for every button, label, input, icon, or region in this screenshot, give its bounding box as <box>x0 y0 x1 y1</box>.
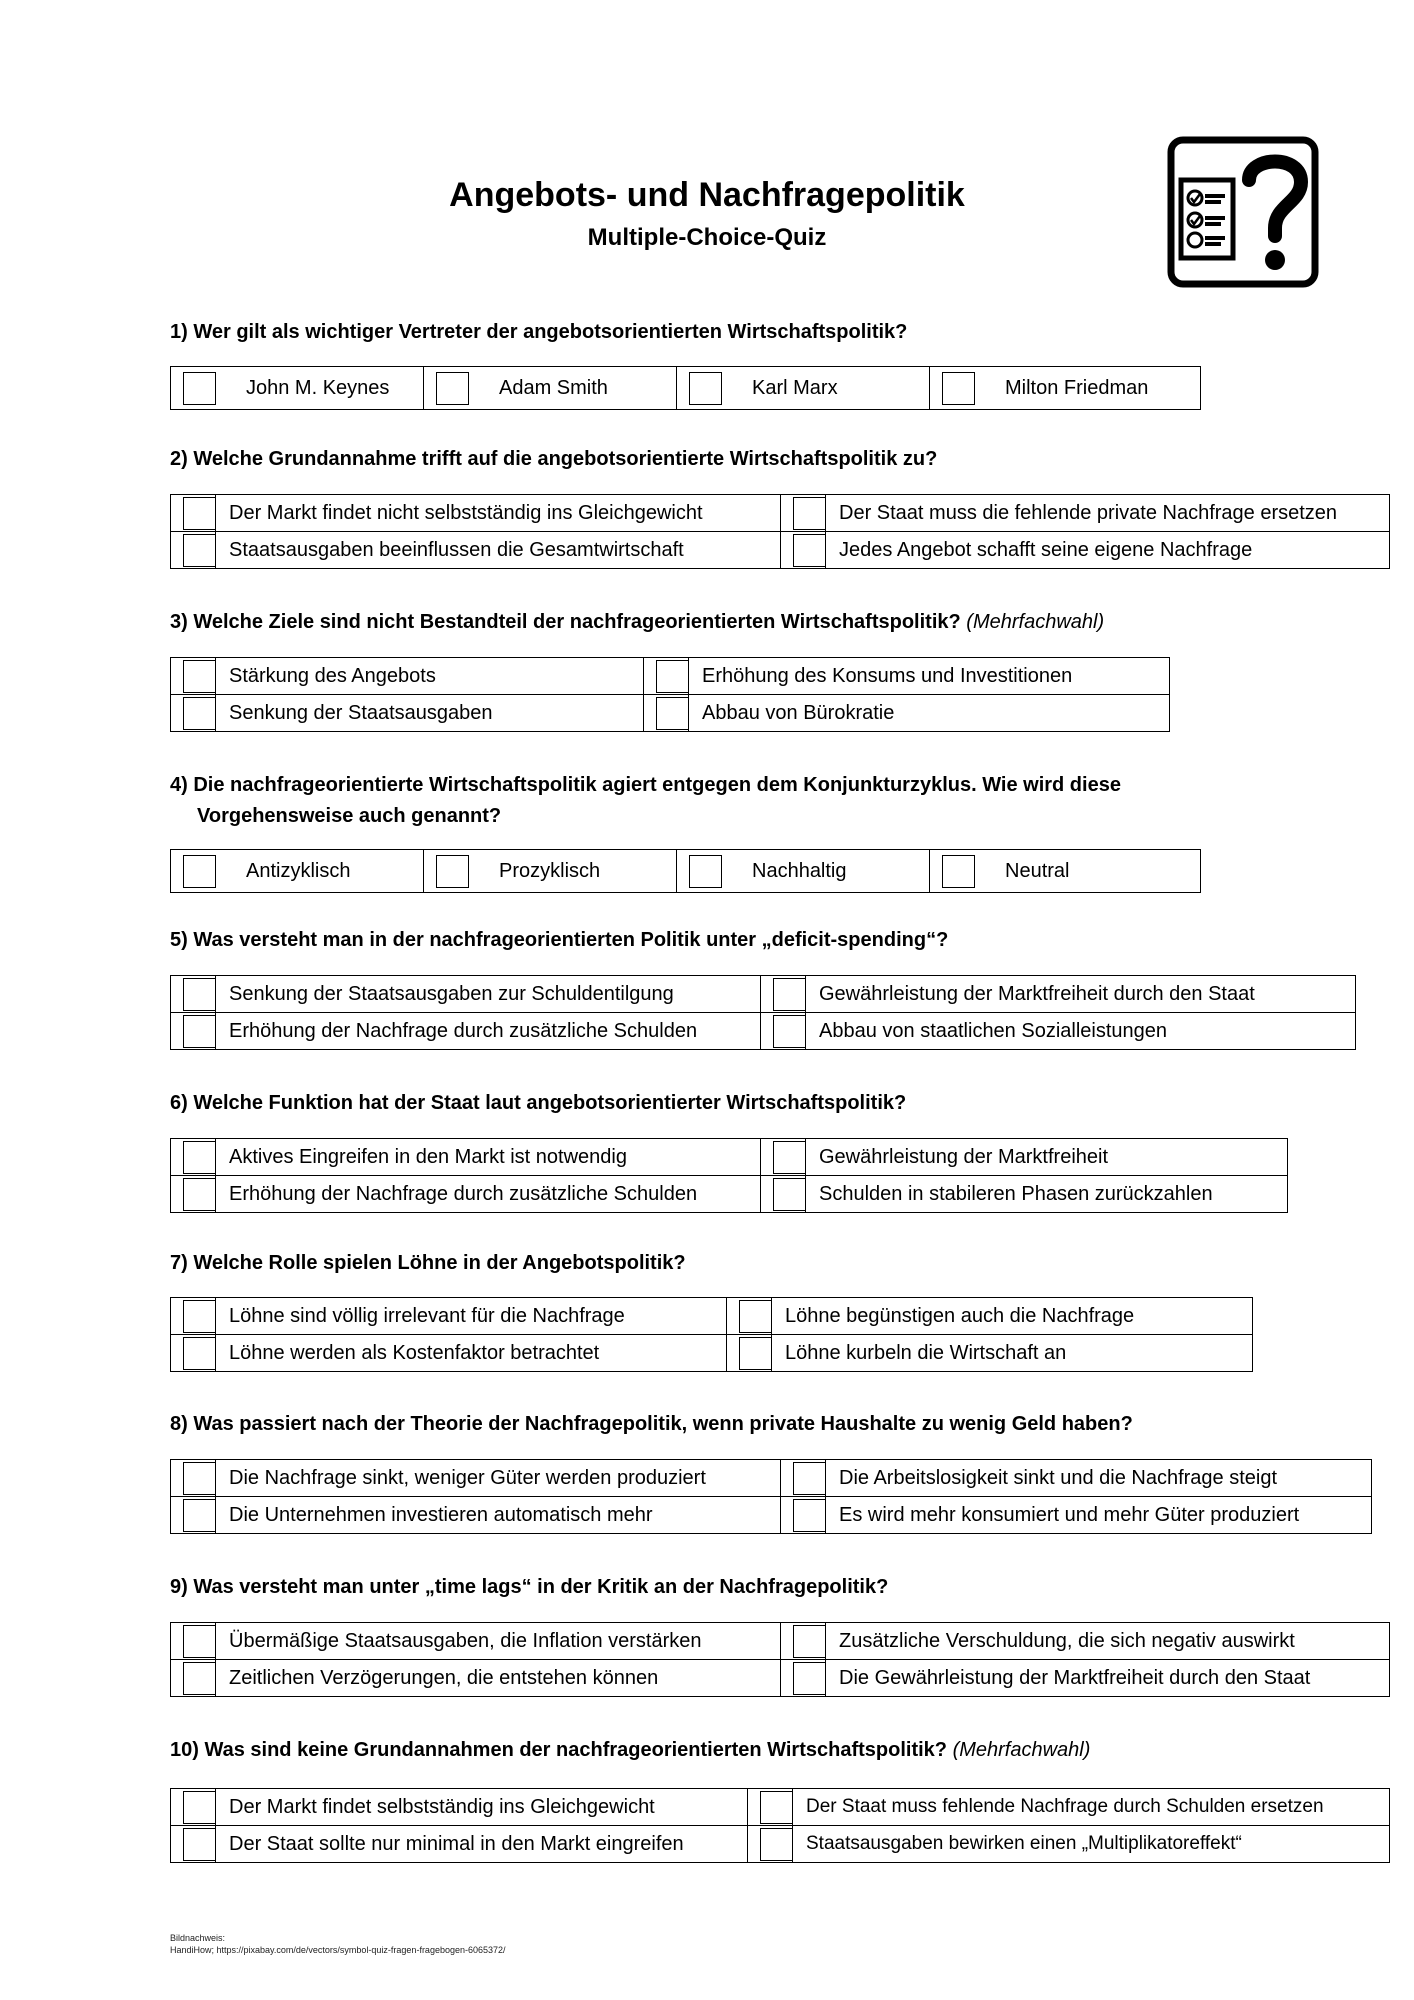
option-label: Übermäßige Staatsausgaben, die Inflation verstärken <box>216 1623 781 1660</box>
question-text: 4) Die nachfrageorientierte Wirtschaftspolitik agiert entgegen dem Konjunkturzyklus. Wie wird diese <box>170 774 1121 796</box>
options-table-5 <box>170 975 1356 1050</box>
options-table-9 <box>170 1622 1390 1697</box>
option-label: Der Staat muss fehlende Nachfrage durch Schulden ersetzen <box>793 1789 1390 1826</box>
option-label: Antizyklisch <box>246 859 351 882</box>
option-label: Löhne sind völlig irrelevant für die Nachfrage <box>216 1298 727 1335</box>
option-label: Zeitlichen Verzögerungen, die entstehen können <box>216 1660 781 1697</box>
question-text: 7) Welche Rolle spielen Löhne in der Angebotspolitik? <box>170 1252 686 1274</box>
option-label: Löhne begünstigen auch die Nachfrage <box>772 1298 1253 1335</box>
checkbox[interactable] <box>183 697 216 730</box>
option-label: Adam Smith <box>499 376 608 399</box>
checkbox[interactable] <box>183 978 216 1011</box>
option-label: Jedes Angebot schafft seine eigene Nachfrage <box>826 532 1390 569</box>
question-text: 9) Was versteht man unter „time lags“ in der Kritik an der Nachfragepolitik? <box>170 1576 889 1598</box>
options-table-8 <box>170 1459 1372 1534</box>
checkbox[interactable] <box>773 1178 806 1211</box>
image-credit <box>170 1932 506 1956</box>
page-title: Angebots- und Nachfragepolitik <box>449 176 965 214</box>
options-table-6 <box>170 1138 1288 1213</box>
question-6 <box>170 1088 1330 1119</box>
option-label: Der Staat sollte nur minimal in den Markt eingreifen <box>216 1826 748 1863</box>
options-table-3 <box>170 657 1170 732</box>
options-table-10 <box>170 1788 1390 1863</box>
option-label: Gewährleistung der Marktfreiheit <box>806 1139 1288 1176</box>
option-label: Die Gewährleistung der Marktfreiheit durch den Staat <box>826 1660 1390 1697</box>
option-label: John M. Keynes <box>246 376 390 399</box>
option-label: Milton Friedman <box>1005 376 1149 399</box>
quiz-question-icon <box>1167 136 1319 288</box>
question-text-continued: Vorgehensweise auch genannt? <box>197 805 502 827</box>
checkbox[interactable] <box>183 1828 216 1861</box>
checkbox[interactable] <box>793 534 826 567</box>
image-credit-source: HandiHow; https://pixabay.com/de/vectors/symbol-quiz-fragen-fragebogen-6065372/ <box>170 1945 506 1955</box>
checkbox[interactable] <box>183 1791 216 1824</box>
option-label: Staatsausgaben bewirken einen „Multiplikatoreffekt“ <box>793 1826 1390 1863</box>
question-text: 8) Was passiert nach der Theorie der Nachfragepolitik, wenn private Haushalte zu wenig Geld haben? <box>170 1413 1133 1435</box>
checkbox[interactable] <box>942 855 975 888</box>
question-text: 2) Welche Grundannahme trifft auf die angebotsorientierte Wirtschaftspolitik zu? <box>170 448 938 470</box>
option-label: Zusätzliche Verschuldung, die sich negativ auswirkt <box>826 1623 1390 1660</box>
checkbox[interactable] <box>793 1499 826 1532</box>
option-label: Erhöhung der Nachfrage durch zusätzliche Schulden <box>216 1176 761 1213</box>
question-note: (Mehrfachwahl) <box>966 611 1105 633</box>
question-1 <box>170 317 1330 348</box>
checkbox[interactable] <box>183 1337 216 1370</box>
checkbox[interactable] <box>183 1625 216 1658</box>
option-label: Gewährleistung der Marktfreiheit durch den Staat <box>806 976 1356 1013</box>
option-label: Aktives Eingreifen in den Markt ist notwendig <box>216 1139 761 1176</box>
checkbox[interactable] <box>793 497 826 530</box>
option-label: Löhne werden als Kostenfaktor betrachtet <box>216 1335 727 1372</box>
checkbox[interactable] <box>183 497 216 530</box>
checkbox[interactable] <box>793 1625 826 1658</box>
image-credit-label: Bildnachweis: <box>170 1933 226 1943</box>
checkbox[interactable] <box>773 1141 806 1174</box>
option-label: Abbau von Bürokratie <box>689 695 1170 732</box>
option-label: Senkung der Staatsausgaben <box>216 695 644 732</box>
checkbox[interactable] <box>183 1662 216 1695</box>
question-9 <box>170 1572 1330 1603</box>
checkbox[interactable] <box>183 1462 216 1495</box>
checkbox[interactable] <box>436 372 469 405</box>
checkbox[interactable] <box>739 1337 772 1370</box>
checkbox[interactable] <box>183 1178 216 1211</box>
options-table-7 <box>170 1297 1253 1372</box>
question-text: 5) Was versteht man in der nachfrageorientierten Politik unter „deficit-spending“? <box>170 929 949 951</box>
checkbox[interactable] <box>183 855 216 888</box>
checkbox[interactable] <box>656 660 689 693</box>
question-note: (Mehrfachwahl) <box>952 1739 1091 1761</box>
checkbox[interactable] <box>183 1015 216 1048</box>
option-label: Erhöhung des Konsums und Investitionen <box>689 658 1170 695</box>
checkbox[interactable] <box>183 372 216 405</box>
question-3 <box>170 607 1330 638</box>
option-label: Senkung der Staatsausgaben zur Schuldentilgung <box>216 976 761 1013</box>
option-label: Die Arbeitslosigkeit sinkt und die Nachfrage steigt <box>826 1460 1372 1497</box>
option-label: Der Staat muss die fehlende private Nachfrage ersetzen <box>826 495 1390 532</box>
question-text: 10) Was sind keine Grundannahmen der nachfrageorientierten Wirtschaftspolitik? <box>170 1739 948 1761</box>
question-7 <box>170 1248 1330 1279</box>
option-label: Es wird mehr konsumiert und mehr Güter produziert <box>826 1497 1372 1534</box>
option-label: Schulden in stabileren Phasen zurückzahlen <box>806 1176 1288 1213</box>
checkbox[interactable] <box>793 1462 826 1495</box>
question-2 <box>170 444 1330 475</box>
checkbox[interactable] <box>183 1300 216 1333</box>
checkbox[interactable] <box>436 855 469 888</box>
options-table-4 <box>170 849 1201 893</box>
checkbox[interactable] <box>656 697 689 730</box>
checkbox[interactable] <box>760 1828 793 1861</box>
question-10 <box>170 1735 1330 1766</box>
option-label: Staatsausgaben beeinflussen die Gesamtwirtschaft <box>216 532 781 569</box>
checkbox[interactable] <box>773 978 806 1011</box>
option-label: Stärkung des Angebots <box>216 658 644 695</box>
checkbox[interactable] <box>183 1141 216 1174</box>
question-8 <box>170 1409 1330 1440</box>
option-label: Nachhaltig <box>752 859 847 882</box>
question-text: 3) Welche Ziele sind nicht Bestandteil der nachfrageorientierten Wirtschaftspolitik? <box>170 611 961 633</box>
option-label: Abbau von staatlichen Sozialleistungen <box>806 1013 1356 1050</box>
checkbox[interactable] <box>183 534 216 567</box>
option-label: Prozyklisch <box>499 859 601 882</box>
option-label: Erhöhung der Nachfrage durch zusätzliche Schulden <box>216 1013 761 1050</box>
checkbox[interactable] <box>689 372 722 405</box>
options-table-1 <box>170 366 1201 410</box>
checkbox[interactable] <box>689 855 722 888</box>
question-text: 6) Welche Funktion hat der Staat laut angebotsorientierter Wirtschaftspolitik? <box>170 1092 907 1114</box>
option-label: Die Unternehmen investieren automatisch mehr <box>216 1497 781 1534</box>
option-label: Die Nachfrage sinkt, weniger Güter werden produziert <box>216 1460 781 1497</box>
checkbox[interactable] <box>183 660 216 693</box>
options-table-2 <box>170 494 1390 569</box>
checkbox[interactable] <box>739 1300 772 1333</box>
checkbox[interactable] <box>773 1015 806 1048</box>
checkbox[interactable] <box>760 1791 793 1824</box>
option-label: Der Markt findet selbstständig ins Gleichgewicht <box>216 1789 748 1826</box>
question-4 <box>170 770 1330 832</box>
checkbox[interactable] <box>183 1499 216 1532</box>
checkbox[interactable] <box>793 1662 826 1695</box>
question-5 <box>170 925 1330 956</box>
option-label: Der Markt findet nicht selbstständig ins Gleichgewicht <box>216 495 781 532</box>
option-label: Löhne kurbeln die Wirtschaft an <box>772 1335 1253 1372</box>
option-label: Neutral <box>1005 859 1070 882</box>
page-subtitle: Multiple-Choice-Quiz <box>587 224 827 251</box>
option-label: Karl Marx <box>752 376 838 399</box>
question-text: 1) Wer gilt als wichtiger Vertreter der angebotsorientierten Wirtschaftspolitik? <box>170 321 908 343</box>
checkbox[interactable] <box>942 372 975 405</box>
